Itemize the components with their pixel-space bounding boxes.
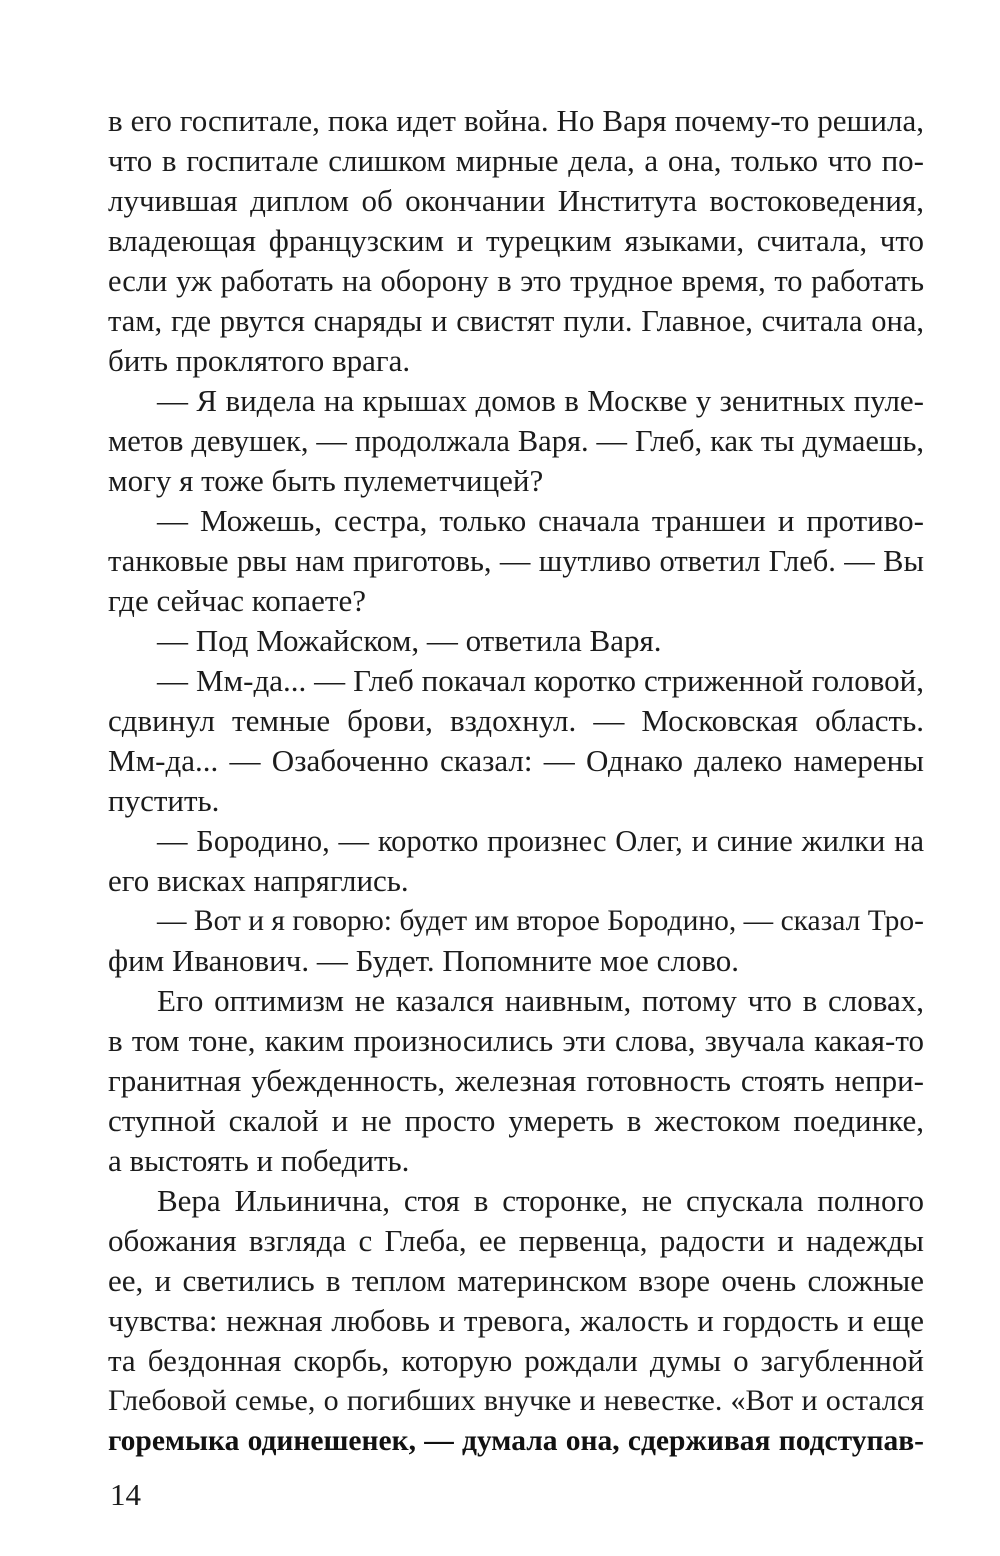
text-line: Его оптимизм не казался наивным, потому что в словах, [157, 983, 924, 1018]
text-line: метов девушек, — продолжала Варя. — Глеб, как ты думаешь, [108, 424, 924, 458]
text-line: бить проклятого врага. [108, 343, 411, 378]
text-line: владеющая французским и турецким языками, считала, что [108, 223, 924, 258]
text-line: горемыка одинешенек, — думала она, сдерживая подступав- [108, 1425, 924, 1457]
text-line: — Под Можайском, — ответила Варя. [157, 623, 662, 658]
text-line: где сейчас копаете? [108, 583, 366, 618]
text-line: пустить. [108, 783, 220, 818]
text-line: гранитная убежденность, железная готовность стоять непри- [108, 1063, 924, 1098]
text-line: обожания взгляда с Глеба, ее первенца, радости и надежды [108, 1223, 924, 1258]
text-line: сдвинул темные брови, вздохнул. — Московская область. [108, 703, 924, 738]
text-line: его висках напряглись. [108, 863, 409, 898]
text-line: танковые рвы нам приготовь, — шутливо ответил Глеб. — Вы [108, 544, 924, 578]
text-line: в его госпитале, пока идет война. Но Варя почему-то решила, [108, 103, 924, 138]
text-line: лучившая диплом об окончании Института востоковедения, [108, 183, 924, 218]
text-line: фим Иванович. — Будет. Попомните мое слово. [108, 943, 740, 978]
text-line: — Я видела на крышах домов в Москве у зенитных пуле- [157, 383, 924, 418]
page-number: 14 [110, 1477, 141, 1512]
text-line: та бездонная скорбь, которую рождали думы о загубленной [108, 1343, 924, 1378]
text-line: — Можешь, сестра, только сначала траншеи и противо- [157, 503, 924, 538]
text-line: ступной скалой и не просто умереть в жестоком поединке, [108, 1103, 924, 1138]
text-line: ее, и светились в теплом материнском взоре очень сложные [108, 1263, 924, 1298]
text-line: Мм-да... — Озабоченно сказал: — Однако далеко намерены [108, 743, 924, 778]
text-line: чувства: нежная любовь и тревога, жалость и гордость и еще [108, 1303, 924, 1338]
text-line: а выстоять и победить. [108, 1143, 410, 1178]
text-line: — Мм-да... — Глеб покачал коротко стриженной головой, [157, 663, 924, 698]
text-line: что в госпитале слишком мирные дела, а она, только что по- [108, 143, 924, 178]
text-line: Вера Ильинична, стоя в сторонке, не спускала полного [157, 1183, 924, 1218]
text-line: Глебовой семье, о погибших внучке и невестке. «Вот и остался [108, 1384, 924, 1417]
text-line: — Бородино, — коротко произнес Олег, и синие жилки на [157, 824, 924, 858]
text-line: — Вот и я говорю: будет им второе Бородино, — сказал Тро- [157, 905, 924, 937]
text-line: там, где рвутся снаряды и свистят пули. Главное, считала она, [108, 304, 924, 338]
text-line: в том тоне, каким произносились эти слова, звучала какая-то [108, 1023, 924, 1058]
text-line: могу я тоже быть пулеметчицей? [108, 463, 544, 498]
text-line: если уж работать на оборону в это трудное время, то работать [108, 264, 924, 298]
